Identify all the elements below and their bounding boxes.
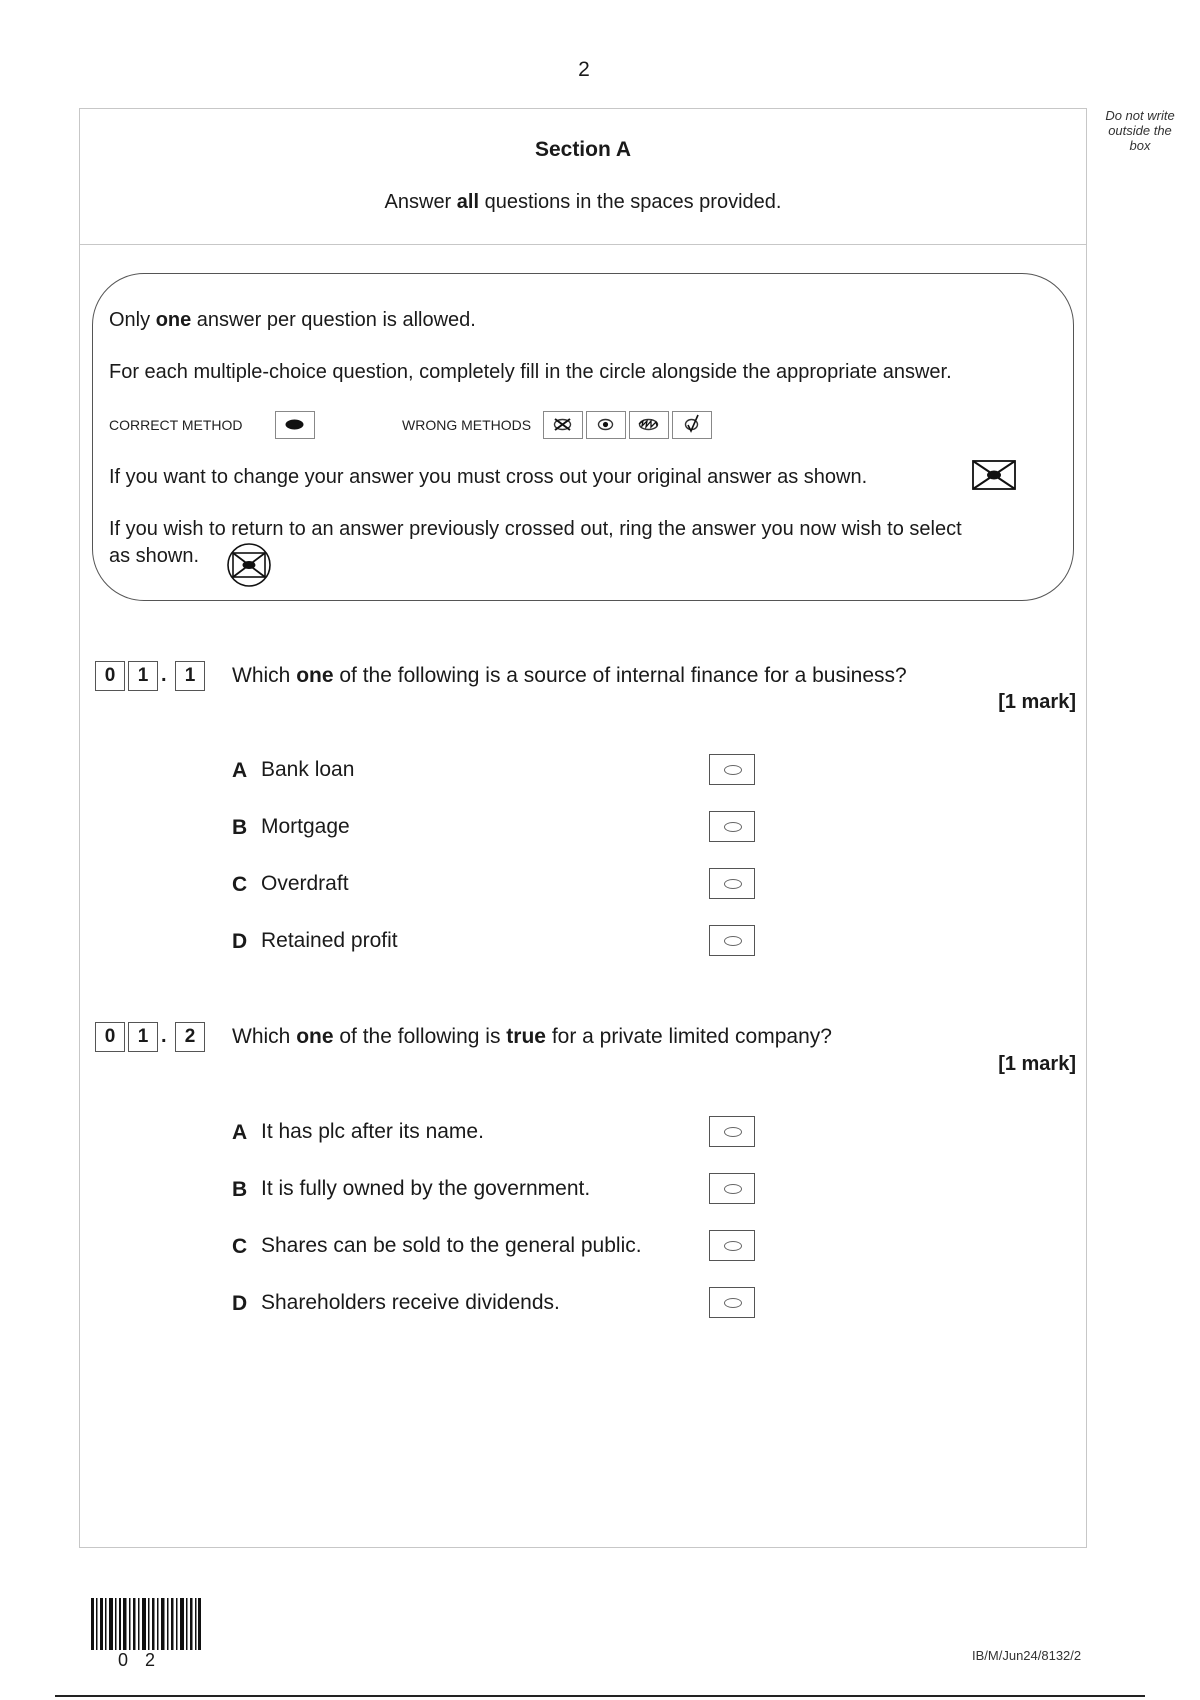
crossed-box-icon	[970, 458, 1018, 492]
option-text: It is fully owned by the government.	[261, 1177, 591, 1200]
barcode	[91, 1598, 201, 1650]
wrong-method-tick	[672, 411, 712, 439]
answer-box-01-2-a[interactable]	[709, 1116, 755, 1147]
ringed-answer-example	[222, 542, 276, 588]
option-letter: D	[232, 1292, 248, 1315]
option-text: Shares can be sold to the general public.	[261, 1234, 642, 1257]
page-number: 2	[578, 58, 590, 81]
answer-box-01-2-b[interactable]	[709, 1173, 755, 1204]
answer-box-01-1-b[interactable]	[709, 811, 755, 842]
question-dot: .	[161, 664, 167, 686]
question-number-01-1	[95, 661, 215, 691]
section-divider	[79, 244, 1087, 245]
question-number-01-2	[95, 1022, 215, 1052]
instruction-return-answer: If you wish to return to an answer previously crossed out, ring the answer you now wish to select	[109, 518, 962, 540]
question-digit: 0	[95, 1022, 125, 1052]
wrong-method-cross	[543, 411, 583, 439]
option-letter: A	[232, 759, 248, 782]
question-01-2-text: Which one of the following is true for a private limited company?	[232, 1025, 832, 1048]
option-text: Shareholders receive dividends.	[261, 1291, 560, 1314]
wrong-methods-label: WRONG METHODS	[402, 417, 532, 433]
oval-icon	[724, 879, 742, 889]
option-letter: C	[232, 873, 248, 896]
option-text: Retained profit	[261, 929, 398, 952]
option-letter: A	[232, 1121, 248, 1144]
answer-box-01-1-c[interactable]	[709, 868, 755, 899]
question-digit: 1	[128, 661, 158, 691]
oval-icon	[724, 1127, 742, 1137]
section-instruction: Answer all questions in the spaces provided.	[384, 191, 782, 213]
oval-icon	[724, 765, 742, 775]
crossed-oval-icon	[544, 412, 581, 437]
wrong-method-scribble	[629, 411, 669, 439]
crossed-out-example	[970, 458, 1018, 492]
filled-oval-icon	[276, 412, 313, 437]
oval-icon	[724, 822, 742, 832]
answer-box-01-1-d[interactable]	[709, 925, 755, 956]
dotted-oval-icon	[587, 412, 624, 437]
option-letter: B	[232, 816, 248, 839]
scribbled-oval-icon	[630, 412, 667, 437]
question-dot: .	[161, 1025, 167, 1047]
question-01-1-text: Which one of the following is a source of internal finance for a business?	[232, 664, 907, 687]
question-digit: 1	[128, 1022, 158, 1052]
question-01-2-marks: [1 mark]	[998, 1053, 1076, 1075]
option-text: Overdraft	[261, 872, 349, 895]
section-title: Section A	[534, 138, 632, 161]
option-letter: C	[232, 1235, 248, 1258]
question-01-1-marks: [1 mark]	[998, 691, 1076, 713]
footer-rule	[55, 1695, 1145, 1697]
paper-reference: IB/M/Jun24/8132/2	[972, 1648, 1082, 1663]
instruction-one-answer: Only one answer per question is allowed.	[109, 309, 476, 331]
correct-method-example	[275, 411, 315, 439]
option-text: Bank loan	[261, 758, 355, 781]
barcode-digits: 0 2	[118, 1650, 162, 1670]
oval-icon	[724, 936, 742, 946]
instruction-fill-circle: For each multiple-choice question, completely fill in the circle alongside the appropriate answer.	[109, 361, 952, 383]
wrong-method-dot	[586, 411, 626, 439]
answer-box-01-1-a[interactable]	[709, 754, 755, 785]
ticked-oval-icon	[673, 412, 710, 437]
oval-icon	[724, 1298, 742, 1308]
oval-icon	[724, 1184, 742, 1194]
option-text: Mortgage	[261, 815, 350, 838]
question-digit: 2	[175, 1022, 205, 1052]
margin-note: Do not write outside the box	[1105, 108, 1175, 153]
correct-method-label: CORRECT METHOD	[109, 417, 243, 433]
answer-box-01-2-c[interactable]	[709, 1230, 755, 1261]
question-digit: 1	[175, 661, 205, 691]
ringed-box-icon	[222, 542, 276, 588]
answer-box-01-2-d[interactable]	[709, 1287, 755, 1318]
instruction-cross-out: If you want to change your answer you must cross out your original answer as shown.	[109, 466, 868, 488]
option-letter: D	[232, 930, 248, 953]
option-text: It has plc after its name.	[261, 1120, 484, 1143]
instruction-as-shown: as shown.	[109, 545, 200, 567]
option-letter: B	[232, 1178, 248, 1201]
barcode-icon	[91, 1598, 201, 1650]
question-digit: 0	[95, 661, 125, 691]
oval-icon	[724, 1241, 742, 1251]
